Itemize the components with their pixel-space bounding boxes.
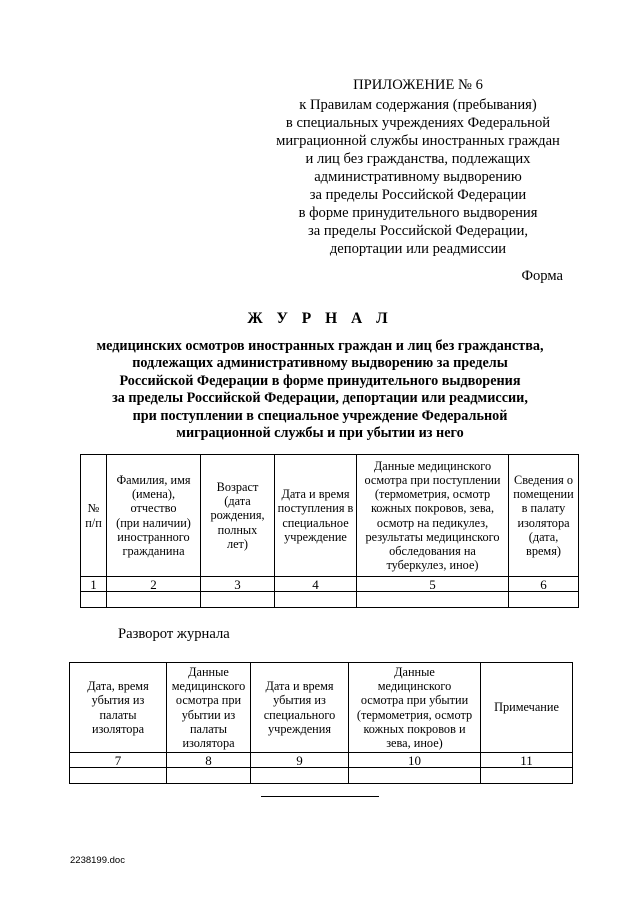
annex-line: за пределы Российской Федерации, bbox=[307, 223, 529, 239]
annex-line: за пределы Российской Федерации bbox=[309, 187, 527, 203]
column-number: 3 bbox=[201, 577, 275, 592]
empty-entry-row bbox=[81, 592, 579, 608]
table-header-row bbox=[81, 455, 579, 577]
column-number-row bbox=[70, 753, 573, 768]
header-cell-institution-departure: Дата и время убытия из специального учреждения bbox=[251, 663, 349, 753]
header-cell-ward-departure-exam: Данные медицинского осмотра при убытии из палаты изолятора bbox=[167, 663, 251, 753]
header-cell-isolation-ward: Сведения о помещении в палату изолятора (дата, время) bbox=[509, 455, 579, 577]
journal-subtitle-line: при поступлении в специальное учреждение Федеральной bbox=[132, 407, 508, 424]
empty-entry-row bbox=[70, 768, 573, 784]
empty-cell bbox=[357, 592, 509, 608]
annex-line: к Правилам содержания (пребывания) bbox=[299, 97, 537, 113]
empty-cell bbox=[509, 592, 579, 608]
header-cell-departure-exam: Данные медицинского осмотра при убытии (термометрия, осмотр кожных покровов и зева, иное) bbox=[349, 663, 481, 753]
document-id: 2238199.doc bbox=[70, 855, 125, 866]
header-cell-age: Возраст (дата рождения, полных лет) bbox=[201, 455, 275, 577]
column-number: 11 bbox=[481, 753, 573, 768]
empty-cell bbox=[201, 592, 275, 608]
empty-cell bbox=[167, 768, 251, 784]
empty-cell bbox=[349, 768, 481, 784]
form-label: Форма bbox=[521, 268, 563, 284]
header-cell-full-name: Фамилия, имя (имена), отчество (при наличии) иностранного гражданина bbox=[107, 455, 201, 577]
column-number: 1 bbox=[81, 577, 107, 592]
empty-cell bbox=[107, 592, 201, 608]
column-number: 9 bbox=[251, 753, 349, 768]
header-cell-number: № п/п bbox=[81, 455, 107, 577]
empty-cell bbox=[251, 768, 349, 784]
header-cell-ward-departure: Дата, время убытия из палаты изолятора bbox=[70, 663, 167, 753]
empty-cell bbox=[275, 592, 357, 608]
annex-header bbox=[268, 76, 568, 258]
empty-cell bbox=[481, 768, 573, 784]
header-cell-arrival-datetime: Дата и время поступления в специальное учреждение bbox=[275, 455, 357, 577]
annex-line: депортации или реадмиссии bbox=[329, 241, 507, 257]
header-cell-arrival-exam: Данные медицинского осмотра при поступлении (термометрия, осмотр кожных покровов, зева, осмотр на педикулез, результаты медицинского обследования на туберкулез, иное) bbox=[357, 455, 509, 577]
journal-subtitle-line: за пределы Российской Федерации, депортации или реадмиссии, bbox=[112, 390, 528, 407]
journal-admission-table bbox=[80, 454, 579, 608]
separator-line bbox=[261, 796, 379, 797]
column-number-row bbox=[81, 577, 579, 592]
spread-label: Разворот журнала bbox=[118, 626, 230, 642]
journal-departure-table bbox=[69, 662, 573, 784]
journal-subtitle-line: медицинских осмотров иностранных граждан и лиц без гражданства, bbox=[96, 338, 544, 354]
annex-line: миграционной службы иностранных граждан bbox=[276, 133, 560, 149]
column-number: 10 bbox=[349, 753, 481, 768]
annex-title: ПРИЛОЖЕНИЕ № 6 bbox=[353, 77, 483, 93]
empty-cell bbox=[70, 768, 167, 784]
journal-subtitle bbox=[60, 338, 580, 442]
annex-line: и лиц без гражданства, подлежащих bbox=[305, 151, 531, 167]
annex-line: административному выдворению bbox=[314, 169, 522, 185]
column-number: 7 bbox=[70, 753, 167, 768]
column-number: 2 bbox=[107, 577, 201, 592]
journal-subtitle-line: подлежащих административному выдворению за пределы bbox=[132, 355, 508, 372]
journal-subtitle-line: миграционной службы и при убытии из него bbox=[176, 425, 464, 442]
journal-subtitle-line: Российской Федерации в форме принудительного выдворения bbox=[119, 372, 521, 389]
table-header-row bbox=[70, 663, 573, 753]
annex-line: в форме принудительного выдворения bbox=[298, 205, 538, 221]
column-number: 4 bbox=[275, 577, 357, 592]
column-number: 6 bbox=[509, 577, 579, 592]
journal-title: Ж У Р Н А Л bbox=[247, 310, 393, 327]
column-number: 5 bbox=[357, 577, 509, 592]
column-number: 8 bbox=[167, 753, 251, 768]
annex-line: в специальных учреждениях Федеральной bbox=[285, 115, 551, 131]
header-cell-note: Примечание bbox=[481, 663, 573, 753]
empty-cell bbox=[81, 592, 107, 608]
